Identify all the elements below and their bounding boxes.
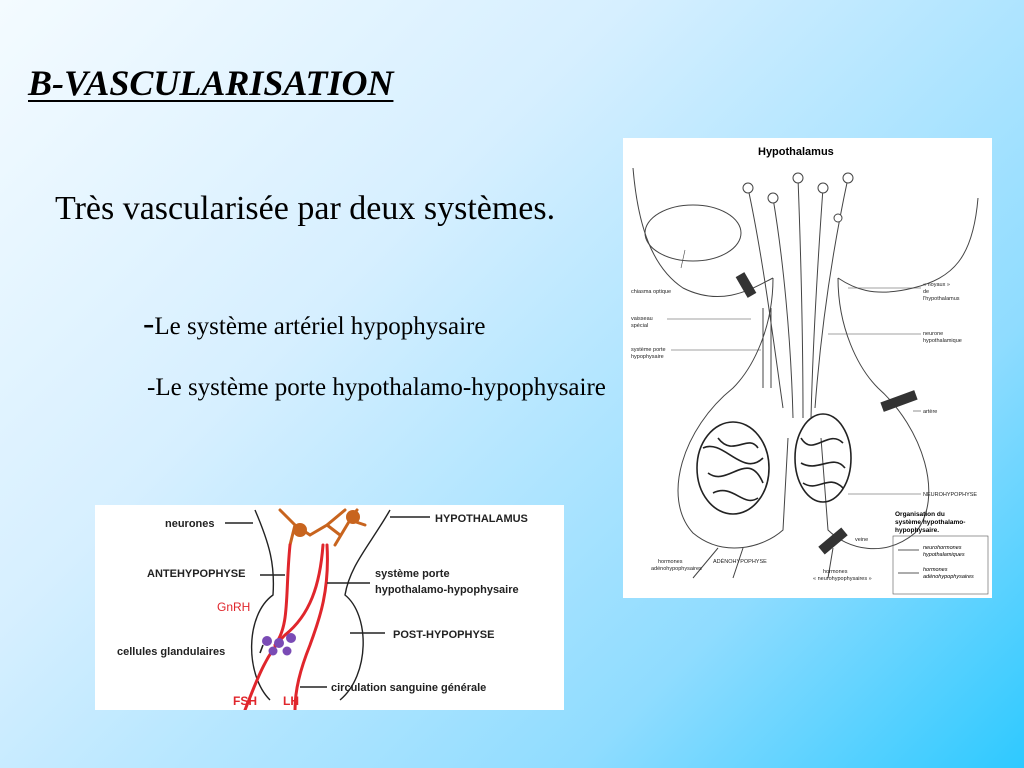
label-neurone: neurone bbox=[923, 331, 944, 337]
label-lh: LH bbox=[283, 694, 299, 708]
label-antehypophyse: ANTEHYPOPHYSE bbox=[147, 568, 246, 580]
label-neurohypophyse: NEUROHYPOPHYSE bbox=[923, 492, 978, 498]
bullet-arterial-system bbox=[143, 305, 485, 343]
label-neurones: neurones bbox=[165, 518, 215, 530]
legend-title: Organisation du bbox=[895, 511, 945, 518]
legend-title-2: système hypothalamo- bbox=[895, 519, 966, 526]
label-systeme-porte-2: hypothalamo-hypophysaire bbox=[375, 584, 519, 596]
legend-item-2: hormones bbox=[923, 567, 948, 573]
label-chiasma: chiasma optique bbox=[631, 289, 672, 295]
label-noyaux-3: l'hypothalamus bbox=[923, 296, 960, 302]
label-hormones-neuro-2: « neurohypophysaires » bbox=[813, 576, 872, 582]
label-veine: veine bbox=[855, 537, 869, 543]
legend-item-1b: hypothalamiques bbox=[923, 552, 965, 558]
intro-paragraph: Très vascularisée par deux systèmes. bbox=[55, 190, 556, 227]
bullet-dash: - bbox=[143, 305, 155, 342]
label-hormones-adeno: hormones bbox=[658, 559, 683, 565]
gnrh-schema-figure bbox=[95, 505, 564, 710]
legend-item-1: neurohormones bbox=[923, 545, 962, 551]
label-posthypophyse: POST-HYPOPHYSE bbox=[393, 629, 495, 641]
slide-body bbox=[55, 178, 615, 401]
figure-legend bbox=[893, 511, 988, 594]
label-hormones-adeno-2: adénohypophysaires bbox=[651, 566, 702, 572]
slide-title: B-VASCULARISATION bbox=[28, 63, 394, 103]
bullet-portal-system: -Le système porte hypothalamo-hypophysaire bbox=[147, 374, 606, 401]
label-fsh: FSH bbox=[233, 694, 257, 708]
label-hormones-neuro: hormones bbox=[823, 569, 848, 575]
label-vaisseau-2: spécial bbox=[631, 323, 649, 329]
hypothalamus-figure bbox=[623, 138, 992, 598]
label-artere: artère bbox=[923, 409, 938, 415]
label-hypothalamus: HYPOTHALAMUS bbox=[435, 513, 528, 525]
label-adenohypophyse: ADÉNOHYPOPHYSE bbox=[713, 559, 767, 565]
label-gnrh: GnRH bbox=[217, 600, 251, 614]
gnrh-schema-diagram bbox=[95, 505, 564, 710]
figure-title: Hypothalamus bbox=[758, 146, 834, 158]
legend-item-2b: adénohypophysaires bbox=[923, 574, 974, 580]
label-cellules: cellules glandulaires bbox=[117, 646, 226, 658]
label-porte: système porte bbox=[631, 347, 666, 353]
label-circulation: circulation sanguine générale bbox=[331, 682, 487, 694]
hypothalamus-diagram bbox=[623, 138, 992, 598]
label-vaisseau: vaisseau bbox=[631, 316, 653, 322]
label-neurone-2: hypothalamique bbox=[923, 338, 962, 344]
label-noyaux-2: de bbox=[923, 289, 930, 295]
label-porte-2: hypophysaire bbox=[631, 354, 664, 360]
label-noyaux: « noyaux » bbox=[923, 282, 950, 288]
bullet-arterial-text: Le système artériel hypophysaire bbox=[154, 313, 486, 340]
legend-title-3: hypophysaire. bbox=[895, 527, 940, 534]
label-systeme-porte: système porte bbox=[375, 568, 450, 580]
